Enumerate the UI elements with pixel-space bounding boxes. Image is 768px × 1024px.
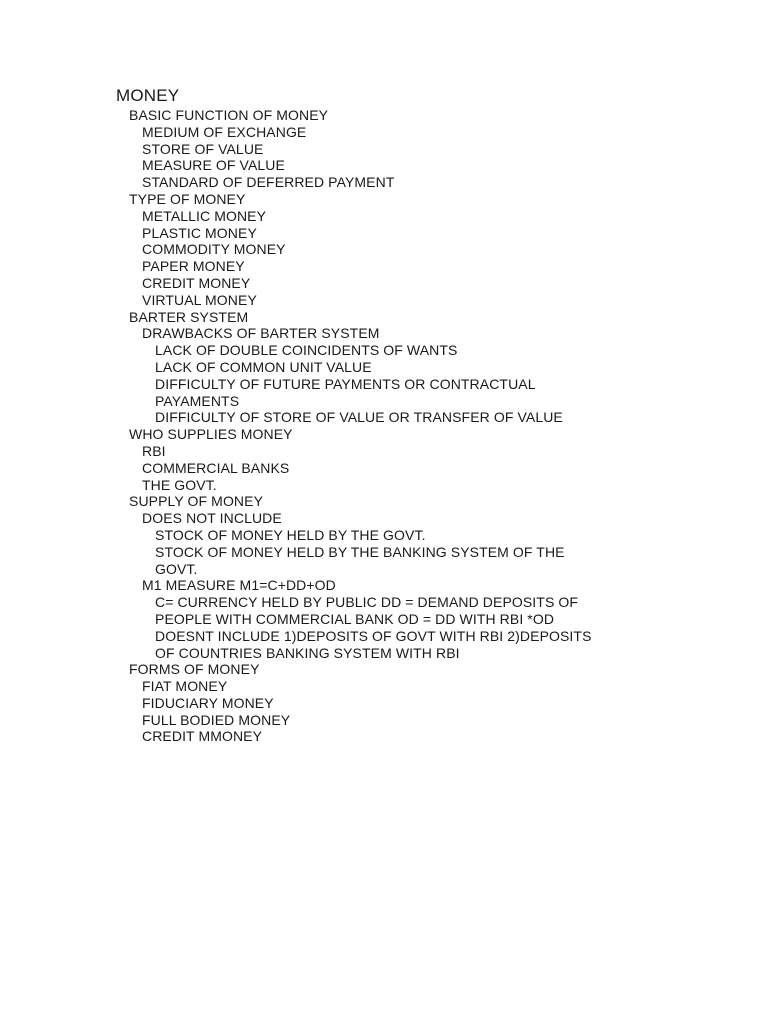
outline-item: STORE OF VALUE [142,140,264,157]
outline-subitem: PAYAMENTS [155,392,240,409]
outline-subitem: GOVT. [155,560,198,577]
outline-subitem: PEOPLE WITH COMMERCIAL BANK OD = DD WITH RBI *OD [155,610,555,627]
outline-item: M1 MEASURE M1=C+DD+OD [142,577,336,594]
outline-subitem: STOCK OF MONEY HELD BY THE GOVT. [155,526,426,543]
outline-subitem: OF COUNTRIES BANKING SYSTEM WITH RBI [155,644,460,661]
outline-subitem: C= CURRENCY HELD BY PUBLIC DD = DEMAND DEPOSITS OF [155,594,579,611]
outline-item: VIRTUAL MONEY [142,291,257,308]
outline-item: DRAWBACKS OF BARTER SYSTEM [142,325,380,342]
outline-item: THE GOVT. [142,476,217,493]
outline-item: MEDIUM OF EXCHANGE [142,123,307,140]
page-title: MONEY [116,86,180,105]
outline-item: DOES NOT INCLUDE [142,510,282,527]
outline-item: CREDIT MONEY [142,274,251,291]
outline-item: MEASURE OF VALUE [142,157,285,174]
section-heading: SUPPLY OF MONEY [129,493,264,510]
outline-subitem: DOESNT INCLUDE 1)DEPOSITS OF GOVT WITH RBI 2)DEPOSITS [155,627,592,644]
outline-subitem: LACK OF COMMON UNIT VALUE [155,358,372,375]
outline-subitem: DIFFICULTY OF FUTURE PAYMENTS OR CONTRACTUAL [155,375,536,392]
outline-item: STANDARD OF DEFERRED PAYMENT [142,174,395,191]
section-heading: FORMS OF MONEY [129,661,260,678]
outline-item: METALLIC MONEY [142,207,267,224]
outline-list [0,107,768,745]
outline-item: PAPER MONEY [142,258,245,275]
outline-subitem: DIFFICULTY OF STORE OF VALUE OR TRANSFER OF VALUE [155,409,563,426]
outline-subitem: LACK OF DOUBLE COINCIDENTS OF WANTS [155,342,458,359]
section-heading: BARTER SYSTEM [129,308,249,325]
outline-item: RBI [142,442,166,459]
section-heading: WHO SUPPLIES MONEY [129,426,293,443]
outline-item: PLASTIC MONEY [142,224,257,241]
outline-item: COMMERCIAL BANKS [142,459,290,476]
outline-item: FIAT MONEY [142,678,228,695]
section-heading: BASIC FUNCTION OF MONEY [129,107,329,123]
outline-item: FIDUCIARY MONEY [142,694,274,711]
outline-subitem: STOCK OF MONEY HELD BY THE BANKING SYSTEM OF THE [155,543,565,560]
outline-item: FULL BODIED MONEY [142,711,291,728]
outline-item: CREDIT MMONEY [142,728,263,745]
outline-item: COMMODITY MONEY [142,241,286,258]
section-heading: TYPE OF MONEY [129,190,246,207]
